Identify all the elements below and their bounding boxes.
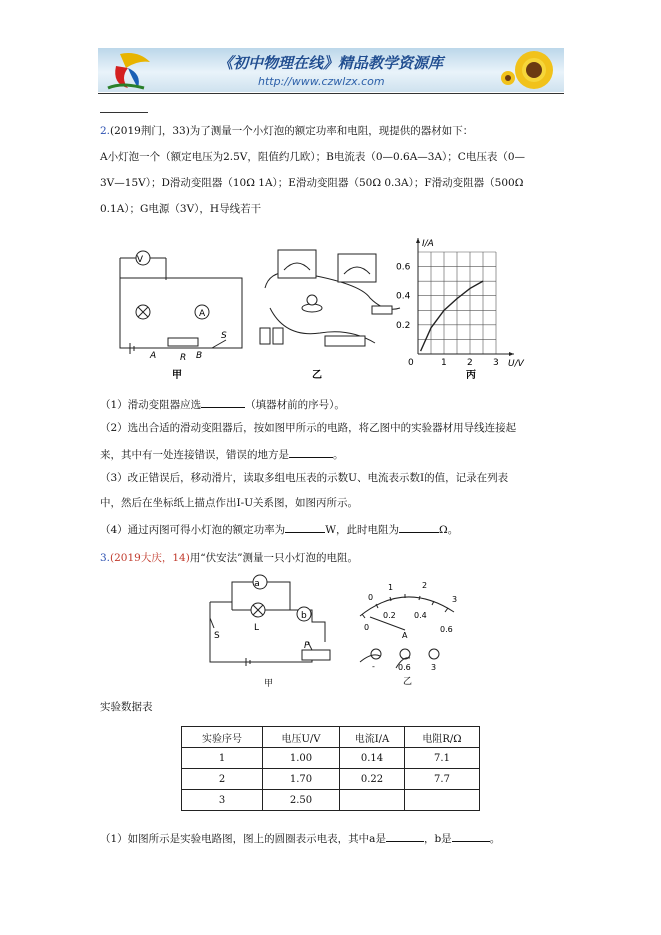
y-tick-label: 0.6: [396, 262, 411, 273]
banner-rule: [98, 93, 564, 94]
svg-text:2: 2: [422, 581, 428, 590]
label-yi: 乙: [312, 370, 322, 381]
svg-text:甲: 甲: [264, 679, 274, 689]
ammeter-dial: [360, 581, 457, 687]
q2-sub4: （4）通过丙图可得小灯泡的额定功率为 W，此时电阻为 Ω。: [100, 521, 458, 537]
svg-text:3: 3: [431, 663, 437, 672]
q3-figure: [200, 572, 470, 690]
switch-symbol: [212, 340, 226, 348]
svg-text:a: a: [254, 579, 260, 589]
answer-blank-5[interactable]: [386, 830, 424, 842]
svg-text:0.6: 0.6: [398, 663, 411, 672]
q2-sub2a: （2）选出合适的滑动变阻器后，按如图甲所示的电路，将乙图中的实验器材用导线连接起: [100, 422, 517, 434]
short-rule: [100, 112, 148, 113]
svg-text:1: 1: [388, 583, 394, 592]
sunflower-icon: [501, 51, 553, 89]
answer-blank-1[interactable]: [201, 396, 245, 408]
switch-s-symbol: [210, 618, 214, 628]
q2-sub3b: 中，然后在坐标纸上描点作出I-U关系图，如图丙所示。: [100, 497, 359, 509]
table-row: 1 1.00 0.14 7.1: [182, 748, 480, 769]
svg-text:A: A: [402, 631, 408, 640]
x-tick-label: 3: [493, 358, 499, 368]
answer-blank-2[interactable]: [289, 446, 333, 458]
x-tick-label: 2: [467, 358, 473, 368]
svg-text:3: 3: [452, 595, 458, 604]
x-axis-label: U/V: [508, 359, 524, 369]
data-table: [181, 726, 480, 811]
table-header: 电流I/A: [340, 727, 405, 748]
rheostat-symbol: [168, 338, 198, 346]
y-tick-label: 0.4: [396, 291, 411, 302]
svg-text:S: S: [214, 631, 220, 641]
q3-number: 3.: [100, 552, 111, 564]
switch-device: [372, 306, 392, 314]
q2-sub1: （1）滑动变阻器应选 （填器材前的序号）。: [100, 396, 345, 412]
svg-text:乙: 乙: [403, 677, 413, 687]
voltmeter-device: [338, 254, 376, 282]
table-row: 3 2.50: [182, 790, 480, 811]
q3-sub1: （1）如图所示是实验电路图，图上的圆圈表示电表，其中a是 ，b是 。: [100, 830, 500, 846]
label-s: S: [221, 331, 227, 341]
svg-text:0: 0: [364, 623, 370, 632]
answer-blank-4[interactable]: [399, 521, 439, 533]
iu-curve: [421, 281, 483, 351]
banner-title: 《初中物理在线》精品教学资源库: [218, 54, 444, 72]
svg-text:b: b: [301, 611, 307, 621]
table-caption: 实验数据表: [100, 701, 153, 713]
battery-device-2: [273, 328, 283, 344]
label-b: B: [196, 351, 203, 361]
svg-text:L: L: [254, 623, 260, 633]
svg-text:0: 0: [368, 593, 374, 602]
q3-source: (2019大庆，14): [110, 552, 190, 564]
table-header: 实验序号: [182, 727, 263, 748]
svg-text:P: P: [304, 641, 310, 651]
q2-line2: A小灯泡一个（额定电压为2.5V，阻值约几欧）；B电流表（0—0.6A—3A）；C电压表（0—: [100, 151, 526, 163]
battery-device-1: [260, 328, 270, 344]
q3-heading: 3.(2019大庆，14)用“伏安法”测量一只小灯泡的电阻。: [100, 552, 359, 564]
svg-text:0.4: 0.4: [414, 611, 427, 620]
q2-line3: 3V—15V）；D滑动变阻器（10Ω 1A）；E滑动变阻器（50Ω 0.3A）；F滑动变阻器（500Ω: [100, 177, 524, 189]
meter-v-label: V: [136, 255, 144, 265]
q2-line4: 0.1A）；G电源（3V），H导线若干: [100, 203, 262, 215]
q2-sub2b: 来，其中有一处连接错误，错误的地方是 。: [100, 446, 344, 462]
label-r: R: [180, 353, 187, 363]
apparatus-yi: [260, 250, 400, 346]
rheostat-device: [325, 336, 365, 346]
terminal-neg: [371, 649, 381, 659]
label-a: A: [150, 351, 157, 361]
q2-line1: 2.(2019荆门，33)为了测量一个小灯泡的额定功率和电阻，现提供的器材如下：: [100, 125, 474, 137]
q2-number: 2.: [100, 125, 111, 137]
q2-sub3a: （3）改正错误后，移动滑片，读取多组电压表的示数U、电流表示数I的值，记录在列表: [100, 472, 509, 484]
svg-text:-: -: [372, 662, 375, 671]
x-tick-label: 1: [441, 358, 447, 368]
x-axis-arrow: [509, 352, 514, 356]
logo-icon: [108, 53, 150, 88]
x-tick-label: 0: [408, 358, 414, 368]
ammeter-device: [278, 250, 316, 278]
y-axis-arrow: [416, 238, 420, 243]
bulb-device: [307, 295, 317, 305]
svg-text:0.6: 0.6: [440, 625, 453, 634]
svg-text:0.2: 0.2: [383, 611, 396, 620]
meter-a-label: A: [199, 309, 206, 319]
terminal-3: [429, 649, 439, 659]
table-header-row: [182, 727, 480, 748]
iu-graph: [396, 238, 525, 369]
banner-url: http://www.czwlzx.com: [258, 75, 385, 88]
label-bing: 丙: [466, 370, 476, 381]
table-header: 电阻R/Ω: [405, 727, 480, 748]
y-axis-label: I/A: [422, 239, 434, 249]
q2-figure: [100, 228, 560, 388]
banner-art: [98, 48, 564, 92]
table-row: 2 1.70 0.22 7.7: [182, 769, 480, 790]
answer-blank-3[interactable]: [285, 521, 325, 533]
rheostat-p-symbol: [302, 650, 330, 660]
table-header: 电压U/V: [263, 727, 340, 748]
header-banner: [98, 48, 564, 92]
answer-blank-6[interactable]: [452, 830, 490, 842]
y-tick-label: 0.2: [396, 320, 411, 331]
label-jia: 甲: [172, 370, 182, 381]
